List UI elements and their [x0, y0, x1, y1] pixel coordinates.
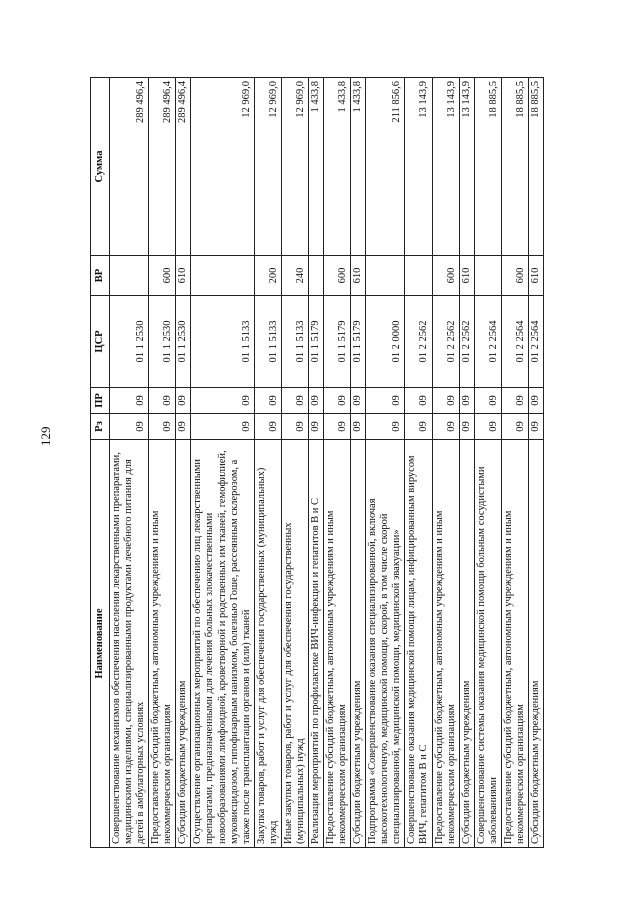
cell-vr [191, 256, 254, 296]
cell-name: Совершенствование системы оказания медицинской помощи больным сосудистыми заболеваниями [474, 440, 501, 848]
cell-rz: 09 [459, 414, 474, 440]
cell-pr: 09 [366, 388, 405, 414]
cell-csr: 01 1 5179 [351, 296, 366, 388]
table-row [432, 78, 459, 848]
header-sum: Сумма [91, 78, 110, 256]
cell-name: Предоставление субсидий бюджетным, автономным учреждениям и иным некоммерческим организациям [501, 440, 528, 848]
cell-sum: 1 433,8 [351, 78, 366, 256]
cell-rz: 09 [191, 414, 254, 440]
cell-vr [110, 256, 149, 296]
cell-csr: 01 2 2564 [528, 296, 543, 388]
cell-pr: 09 [474, 388, 501, 414]
cell-vr [366, 256, 405, 296]
cell-csr: 01 2 2562 [432, 296, 459, 388]
cell-sum: 18 885,5 [501, 78, 528, 256]
cell-csr: 01 2 2564 [474, 296, 501, 388]
cell-name: Предоставление субсидий бюджетным, автономным учреждениям и иным некоммерческим организациям [432, 440, 459, 848]
cell-pr: 09 [110, 388, 149, 414]
cell-pr: 09 [191, 388, 254, 414]
cell-name: Субсидии бюджетным учреждениям [176, 440, 191, 848]
cell-csr: 01 1 5133 [281, 296, 308, 388]
header-pr: ПР [91, 388, 110, 414]
rotated-table-wrapper [90, 78, 566, 848]
cell-rz: 09 [432, 414, 459, 440]
cell-sum: 18 885,5 [474, 78, 501, 256]
cell-sum: 12 969,0 [254, 78, 281, 256]
cell-csr: 01 1 2530 [176, 296, 191, 388]
cell-csr: 01 1 5133 [254, 296, 281, 388]
cell-vr: 200 [254, 256, 281, 296]
cell-vr: 600 [501, 256, 528, 296]
cell-vr: 610 [176, 256, 191, 296]
cell-vr: 600 [432, 256, 459, 296]
cell-rz: 09 [405, 414, 432, 440]
table-row [281, 78, 308, 848]
cell-csr: 01 1 2530 [149, 296, 176, 388]
cell-rz: 09 [474, 414, 501, 440]
cell-rz: 09 [254, 414, 281, 440]
cell-csr: 01 1 5179 [308, 296, 323, 388]
cell-pr: 09 [501, 388, 528, 414]
cell-pr: 09 [405, 388, 432, 414]
cell-csr: 01 2 2564 [501, 296, 528, 388]
table-row [528, 78, 543, 848]
table-row [474, 78, 501, 848]
cell-rz: 09 [366, 414, 405, 440]
cell-rz: 09 [501, 414, 528, 440]
cell-vr [405, 256, 432, 296]
cell-name: Субсидии бюджетным учреждениям [528, 440, 543, 848]
cell-rz: 09 [324, 414, 351, 440]
budget-table [90, 77, 544, 848]
cell-sum: 289 496,4 [176, 78, 191, 256]
cell-pr: 09 [351, 388, 366, 414]
table-header-row [91, 78, 110, 848]
cell-rz: 09 [281, 414, 308, 440]
cell-rz: 09 [528, 414, 543, 440]
cell-name: Предоставление субсидий бюджетным, автономным учреждениям и иным некоммерческим организациям [149, 440, 176, 848]
cell-csr: 01 2 2562 [459, 296, 474, 388]
cell-sum: 12 969,0 [191, 78, 254, 256]
cell-csr: 01 2 0000 [366, 296, 405, 388]
table-row [254, 78, 281, 848]
cell-sum: 1 433,8 [308, 78, 323, 256]
cell-csr: 01 2 2562 [405, 296, 432, 388]
cell-vr: 600 [324, 256, 351, 296]
cell-vr: 610 [351, 256, 366, 296]
cell-rz: 09 [308, 414, 323, 440]
cell-name: Подпрограмма «Совершенствование оказания специализированной, включая высокотехнологичную, медицинской помощи, скорой, в том числе скорой специализированной, медицинской помощи, медицинской эвакуации» [366, 440, 405, 848]
table-row [366, 78, 405, 848]
cell-vr: 610 [459, 256, 474, 296]
cell-name: Осуществление организационных мероприятий по обеспечению лиц лекарственными препаратами, предназначенными для лечения больных злокачественными новообразованиями лимфоидной, кроветворной и родственных им тканей, гемофилией, муковисцидозом, гипофизарным нанизмом, болезнью Гоше, рассеянным склерозом, а также после трансплантации органов и (или) тканей [191, 440, 254, 848]
cell-vr: 240 [281, 256, 308, 296]
cell-sum: 289 496,4 [149, 78, 176, 256]
cell-sum: 12 969,0 [281, 78, 308, 256]
table-row [308, 78, 323, 848]
table-row [324, 78, 351, 848]
cell-csr: 01 1 5133 [191, 296, 254, 388]
table-row [405, 78, 432, 848]
cell-sum: 211 856,6 [366, 78, 405, 256]
cell-pr: 09 [176, 388, 191, 414]
cell-name: Реализация мероприятий по профилактике ВИЧ-инфекции и гепатитов В и С [308, 440, 323, 848]
header-rz: Рз [91, 414, 110, 440]
header-name: Наименование [91, 440, 110, 848]
table-row [110, 78, 149, 848]
header-vr: ВР [91, 256, 110, 296]
cell-sum: 1 433,8 [324, 78, 351, 256]
cell-sum: 13 143,9 [432, 78, 459, 256]
cell-vr [474, 256, 501, 296]
table-row [191, 78, 254, 848]
cell-pr: 09 [308, 388, 323, 414]
cell-sum: 289 496,4 [110, 78, 149, 256]
cell-pr: 09 [432, 388, 459, 414]
table-row [501, 78, 528, 848]
cell-sum: 13 143,9 [459, 78, 474, 256]
cell-sum: 18 885,5 [528, 78, 543, 256]
cell-name: Субсидии бюджетным учреждениям [351, 440, 366, 848]
table-row [149, 78, 176, 848]
cell-vr: 610 [528, 256, 543, 296]
cell-rz: 09 [110, 414, 149, 440]
table-row [459, 78, 474, 848]
cell-vr: 600 [149, 256, 176, 296]
cell-name: Совершенствование оказания медицинской помощи лицам, инфицированным вирусом ВИЧ, гепатитом В и С [405, 440, 432, 848]
cell-pr: 09 [459, 388, 474, 414]
cell-name: Субсидии бюджетным учреждениям [459, 440, 474, 848]
cell-vr [308, 256, 323, 296]
header-csr: ЦСР [91, 296, 110, 388]
cell-name: Предоставление субсидий бюджетным, автономным учреждениям и иным некоммерческим организациям [324, 440, 351, 848]
cell-sum: 13 143,9 [405, 78, 432, 256]
cell-pr: 09 [149, 388, 176, 414]
cell-pr: 09 [324, 388, 351, 414]
cell-name: Закупка товаров, работ и услуг для обеспечения государственных (муниципальных) нужд [254, 440, 281, 848]
cell-rz: 09 [176, 414, 191, 440]
cell-pr: 09 [254, 388, 281, 414]
cell-name: Совершенствование механизмов обеспечения населения лекарственными препаратами, медицинскими изделиями, специализированными продуктами лечебного питания для детей в амбулаторных условиях [110, 440, 149, 848]
cell-pr: 09 [528, 388, 543, 414]
cell-rz: 09 [351, 414, 366, 440]
table-row [351, 78, 366, 848]
page-number: 129 [38, 426, 53, 446]
cell-rz: 09 [149, 414, 176, 440]
cell-csr: 01 1 5179 [324, 296, 351, 388]
cell-pr: 09 [281, 388, 308, 414]
table-row [176, 78, 191, 848]
cell-name: Иные закупки товаров, работ и услуг для обеспечения государственных (муниципальных) нужд [281, 440, 308, 848]
cell-csr: 01 1 2530 [110, 296, 149, 388]
